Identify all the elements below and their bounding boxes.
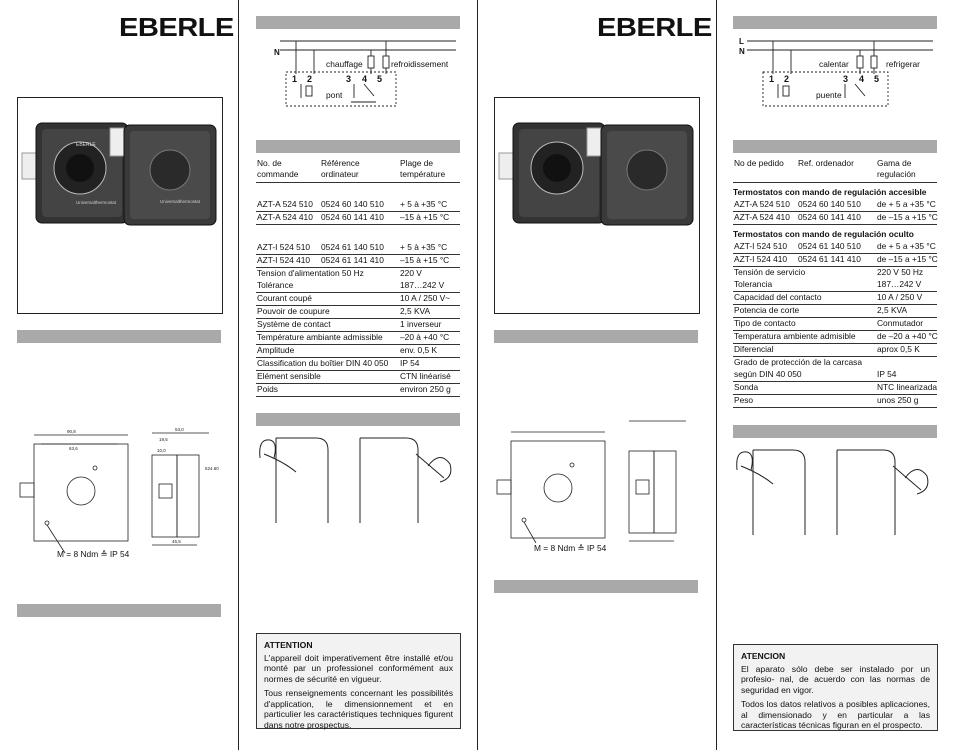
section-bar-specs <box>256 140 460 153</box>
column-divider <box>716 0 717 750</box>
table-row: AZT-A 524 410 0524 60 141 410 de –15 a +15 °C <box>733 212 937 225</box>
svg-text:10,0: 10,0 <box>157 448 166 453</box>
brand-logo: EBERLE <box>119 12 234 42</box>
column-divider <box>238 0 239 750</box>
svg-text:90,8: 90,8 <box>67 429 76 434</box>
svg-text:524.60: 524.60 <box>205 466 219 471</box>
table-row: AZT-I 524 510 0524 61 140 510 + 5 à +35 °C <box>256 242 460 255</box>
product-photo <box>17 97 223 314</box>
section-heading: Termostatos con mando de regulación accesible <box>733 187 927 197</box>
specs-table-es <box>733 158 937 408</box>
table-row: Capacidad del contacto 10 A / 250 V <box>733 292 937 305</box>
table-row: AZT-I 524 510 0524 61 140 510 de + 5 a +35 °C <box>733 241 937 254</box>
mounting-illustration <box>733 440 943 540</box>
section-bar-mounting <box>256 413 460 426</box>
svg-text:63,6: 63,6 <box>69 446 78 451</box>
svg-text:5: 5 <box>874 74 880 84</box>
table-row: Peso unos 250 g <box>733 395 937 408</box>
table-row: Grado de protección de la carcasa <box>734 357 863 367</box>
table-header: No de pedido Ref. ordenador Gama de regulación <box>733 158 937 183</box>
svg-text:N: N <box>274 48 280 57</box>
table-row: Tolérance 187…242 V <box>256 280 460 293</box>
wiring-diagram <box>256 36 466 116</box>
svg-text:3: 3 <box>346 74 352 84</box>
attention-note-es: ATENCION El aparato sólo debe ser instalado por un profesio- nal, de acuerdo con las normas de seguridad en vigor. Todos los datos relativos a posibles aplicaciones, al dimensionado y en particular a las características técnicas figuran en el prospecto. <box>733 644 938 731</box>
table-row: Tolerancia 187…242 V <box>733 279 937 292</box>
dimension-drawing <box>494 415 709 560</box>
table-row: Tension d'alimentation 50 Hz 220 V <box>257 268 422 278</box>
dimension-drawing <box>17 425 232 570</box>
section-bar-specs <box>733 140 937 153</box>
table-row: Temperatura ambiente admisible de –20 a +40 °C <box>733 331 937 344</box>
table-row: Amplitude env. 0,5 K <box>256 345 460 358</box>
svg-text:refroidissement: refroidissement <box>391 59 449 69</box>
section-bar <box>17 330 221 343</box>
table-row: Tipo de contacto Conmutador <box>733 318 937 331</box>
svg-text:pont: pont <box>326 90 343 100</box>
table-row: AZT-A 524 410 0524 60 141 410 –15 à +15 °C <box>256 212 460 225</box>
column-divider <box>477 0 478 750</box>
section-bar-wiring <box>733 16 937 29</box>
svg-text:EBERLE: EBERLE <box>76 142 96 148</box>
svg-text:4: 4 <box>859 74 865 84</box>
table-row: Classification du boîtier DIN 40 050 IP 54 <box>256 358 460 371</box>
section-heading: Termostatos con mando de regulación oculto <box>733 229 914 239</box>
section-bar-mounting <box>733 425 937 438</box>
svg-text:chauffage: chauffage <box>326 59 363 69</box>
svg-text:puente: puente <box>816 90 842 100</box>
section-bar <box>494 330 698 343</box>
table-row: AZT-I 524 410 0524 61 141 410 –15 à +15 °C <box>256 255 460 268</box>
svg-text:calentar: calentar <box>819 59 849 69</box>
table-row: Potencia de corte 2,5 KVA <box>733 305 937 318</box>
mounting-illustration <box>256 428 466 528</box>
attention-note-fr: ATTENTION L'appareil doit imperativement être installé et/ou monté par un professionel conformément aux normes de sécurité en vigueur. Tous renseignements concernant les possibilités d'application, le dimensionnement et en particulier les caractéristiques techniques figurent dans notre prospectus. <box>256 633 461 729</box>
table-row: Température ambiante admissible –20 à +40 °C <box>256 332 460 345</box>
svg-text:5: 5 <box>377 74 383 84</box>
section-bar <box>494 580 698 593</box>
product-photo <box>494 97 700 314</box>
specs-table-fr <box>256 158 460 397</box>
svg-text:L: L <box>739 37 744 46</box>
table-row: según DIN 40 050 IP 54 <box>733 369 937 382</box>
table-row: Système de contact 1 inverseur <box>256 319 460 332</box>
wiring-diagram <box>733 34 943 114</box>
table-row: Poids environ 250 g <box>256 384 460 397</box>
svg-text:refrigerar: refrigerar <box>886 59 920 69</box>
table-row: Sonda NTC linearizada <box>733 382 937 395</box>
svg-text:1: 1 <box>769 74 775 84</box>
svg-text:2: 2 <box>307 74 313 84</box>
table-row: AZT-I 524 410 0524 61 141 410 de –15 a +15 °C <box>733 254 937 267</box>
section-bar-wiring <box>256 16 460 29</box>
svg-text:4: 4 <box>362 74 368 84</box>
svg-text:Universalthermostat: Universalthermostat <box>76 200 117 205</box>
table-row: AZT-A 524 510 0524 60 140 510 de + 5 a +35 °C <box>733 199 937 212</box>
thermostat-photo-illustration <box>18 98 222 313</box>
dimension-note: M = 8 Ndm ≙ IP 54 <box>57 549 130 559</box>
thermostat-photo-illustration <box>495 98 699 313</box>
table-row: Pouvoir de coupure 2,5 KVA <box>256 306 460 319</box>
svg-text:53,0: 53,0 <box>175 427 184 432</box>
svg-text:N: N <box>739 47 745 56</box>
table-row: AZT-A 524 510 0524 60 140 510 + 5 à +35 °C <box>256 199 460 212</box>
dimension-note: M = 8 Ndm ≙ IP 54 <box>534 543 607 553</box>
brand-logo: EBERLE <box>597 12 712 42</box>
table-row: Elément sensible CTN linéarisé <box>256 371 460 384</box>
svg-text:Universalthermostat: Universalthermostat <box>160 199 201 204</box>
table-header: No. de commande Référence ordinateur Plage de température <box>256 158 460 183</box>
table-row: Courant coupé 10 A / 250 V~ <box>256 293 460 306</box>
svg-text:1: 1 <box>292 74 298 84</box>
table-row: Tensión de servicio 220 V 50 Hz <box>734 267 924 277</box>
svg-text:3: 3 <box>843 74 849 84</box>
section-bar <box>17 604 221 617</box>
table-row: Diferencial aprox 0,5 K <box>733 344 937 357</box>
svg-text:2: 2 <box>784 74 790 84</box>
svg-text:45,5: 45,5 <box>172 539 181 544</box>
svg-text:19,5: 19,5 <box>159 437 168 442</box>
